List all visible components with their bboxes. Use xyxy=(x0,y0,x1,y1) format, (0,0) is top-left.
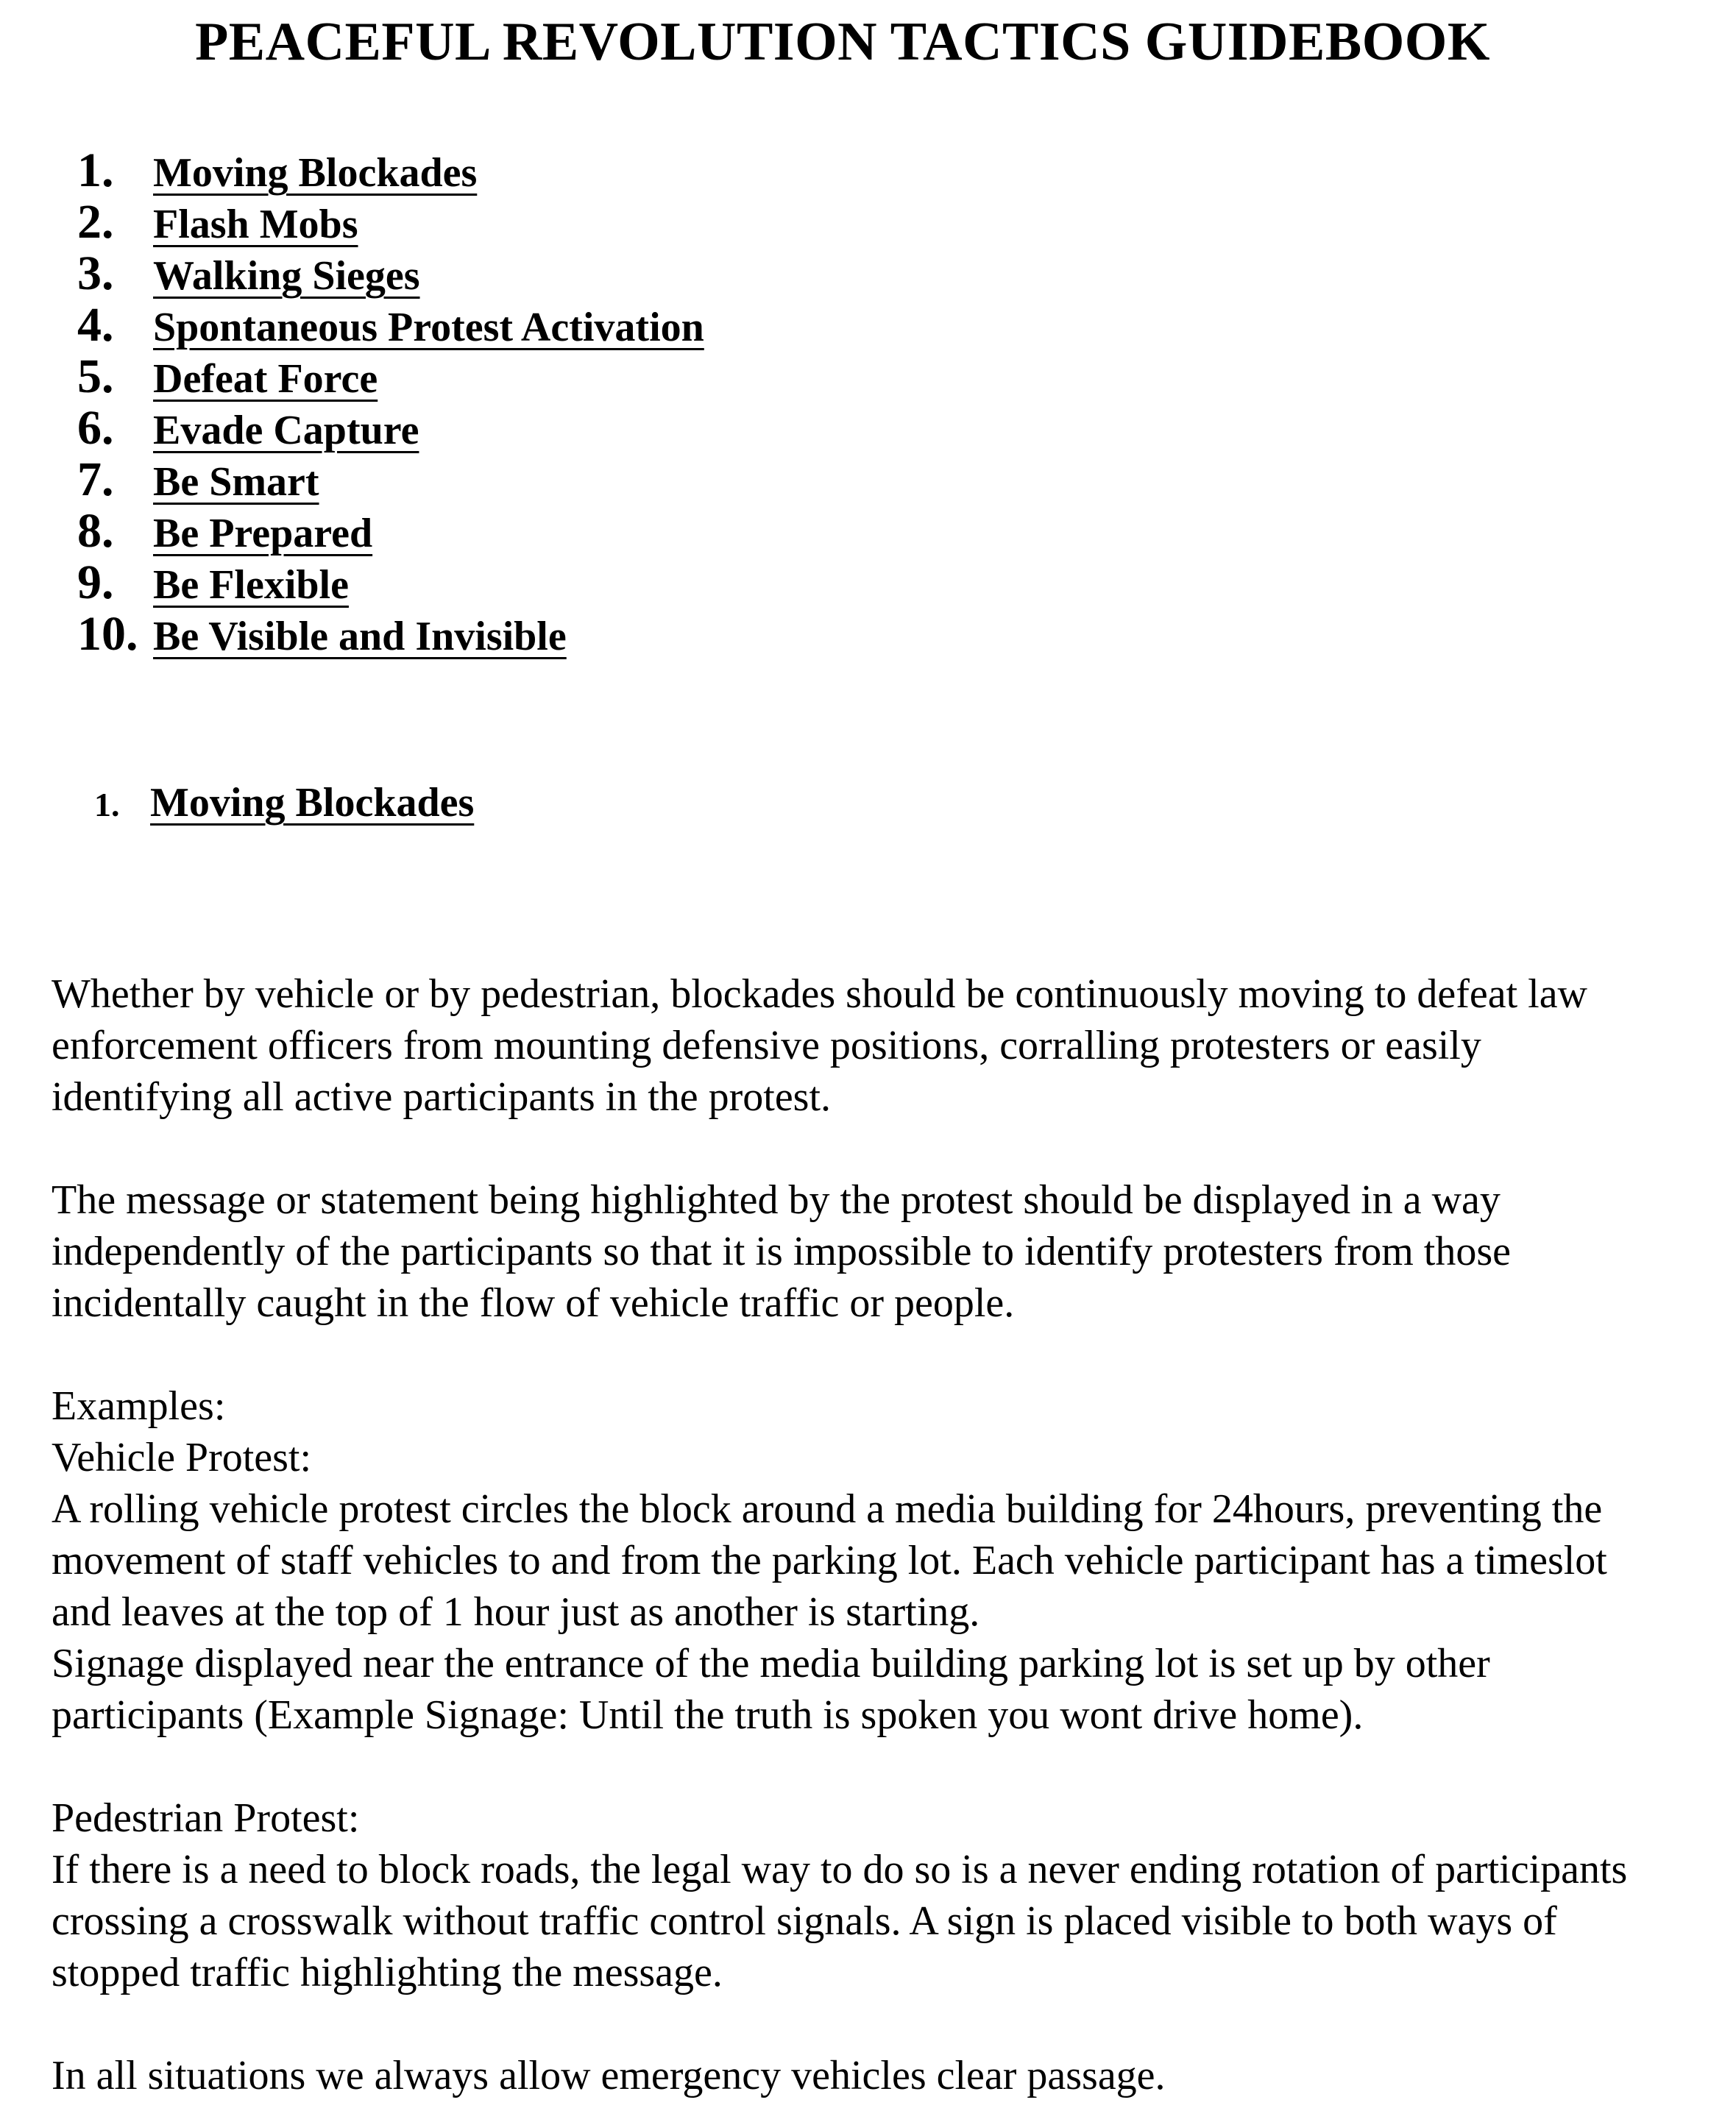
text-line: In all situations we always allow emergency vehicles clear passage. xyxy=(52,2053,1166,2098)
toc-link-evade-capture[interactable]: Evade Capture xyxy=(153,408,419,453)
toc-item xyxy=(77,557,704,608)
closing-paragraph xyxy=(52,2050,1729,2101)
toc-link-spontaneous-protest-activation[interactable]: Spontaneous Protest Activation xyxy=(153,305,704,350)
toc-link-be-flexible[interactable]: Be Flexible xyxy=(153,562,349,608)
text-line: Whether by vehicle or by pedestrian, blockades should be continuously moving to defeat law xyxy=(52,971,1587,1017)
examples-label: Examples: xyxy=(52,1383,226,1429)
toc-item-number: 4. xyxy=(77,298,114,352)
toc-item xyxy=(77,402,704,454)
toc-item-number: 8. xyxy=(77,504,114,558)
toc-item xyxy=(77,145,704,196)
text-line: The message or statement being highlighted by the protest should be displayed in a way xyxy=(52,1177,1501,1223)
toc-item xyxy=(77,454,704,505)
text-line: Signage displayed near the entrance of the media building parking lot is set up by other xyxy=(52,1641,1490,1686)
toc-item-number: 5. xyxy=(77,349,114,403)
toc-item xyxy=(77,299,704,351)
toc-link-be-visible-and-invisible[interactable]: Be Visible and Invisible xyxy=(153,614,567,659)
toc-item xyxy=(77,351,704,402)
section-body xyxy=(52,968,1729,2101)
toc-item xyxy=(77,608,704,660)
section-title: Moving Blockades xyxy=(150,780,475,826)
text-line: A rolling vehicle protest circles the block around a media building for 24hours, preventing the xyxy=(52,1486,1603,1532)
pedestrian-block xyxy=(52,1792,1729,1998)
examples-block xyxy=(52,1380,1729,1741)
toc-item-number: 10. xyxy=(77,607,138,661)
toc-item-number: 6. xyxy=(77,401,114,455)
table-of-contents xyxy=(77,145,704,660)
toc-item-number: 7. xyxy=(77,453,114,506)
toc-link-walking-sieges[interactable]: Walking Sieges xyxy=(153,253,420,299)
text-line: stopped traffic highlighting the message. xyxy=(52,1950,723,1995)
text-line: crossing a crosswalk without traffic control signals. A sign is placed visible to both ways of xyxy=(52,1898,1557,1944)
message-paragraph xyxy=(52,1174,1729,1329)
text-line: If there is a need to block roads, the legal way to do so is a never ending rotation of participants xyxy=(52,1847,1628,1892)
toc-link-moving-blockades[interactable]: Moving Blockades xyxy=(153,150,478,196)
toc-link-flash-mobs[interactable]: Flash Mobs xyxy=(153,202,358,247)
text-line: participants (Example Signage: Until the truth is spoken you wont drive home). xyxy=(52,1692,1364,1738)
toc-item-number: 3. xyxy=(77,246,114,300)
pedestrian-protest-label: Pedestrian Protest: xyxy=(52,1795,360,1841)
toc-link-be-smart[interactable]: Be Smart xyxy=(153,459,319,505)
toc-item-number: 2. xyxy=(77,195,114,249)
toc-link-defeat-force[interactable]: Defeat Force xyxy=(153,356,378,402)
document-title: PEACEFUL REVOLUTION TACTICS GUIDEBOOK xyxy=(195,12,1490,72)
toc-item-number: 9. xyxy=(77,556,114,609)
text-line: movement of staff vehicles to and from the parking lot. Each vehicle participant has a timeslot xyxy=(52,1538,1607,1583)
toc-item-number: 1. xyxy=(77,143,114,197)
toc-link-be-prepared[interactable]: Be Prepared xyxy=(153,511,373,556)
section-number: 1. xyxy=(94,786,120,823)
section-heading xyxy=(94,777,474,831)
toc-item xyxy=(77,248,704,299)
toc-item xyxy=(77,196,704,248)
vehicle-protest-label: Vehicle Protest: xyxy=(52,1435,312,1480)
text-line: incidentally caught in the flow of vehicle traffic or people. xyxy=(52,1280,1015,1326)
text-line: and leaves at the top of 1 hour just as another is starting. xyxy=(52,1589,980,1635)
toc-item xyxy=(77,505,704,557)
text-line: independently of the participants so that it is impossible to identify protesters from those xyxy=(52,1229,1511,1274)
text-line: enforcement officers from mounting defensive positions, corralling protesters or easily xyxy=(52,1023,1481,1068)
intro-paragraph xyxy=(52,968,1729,1123)
text-line: identifying all active participants in the protest. xyxy=(52,1074,832,1120)
